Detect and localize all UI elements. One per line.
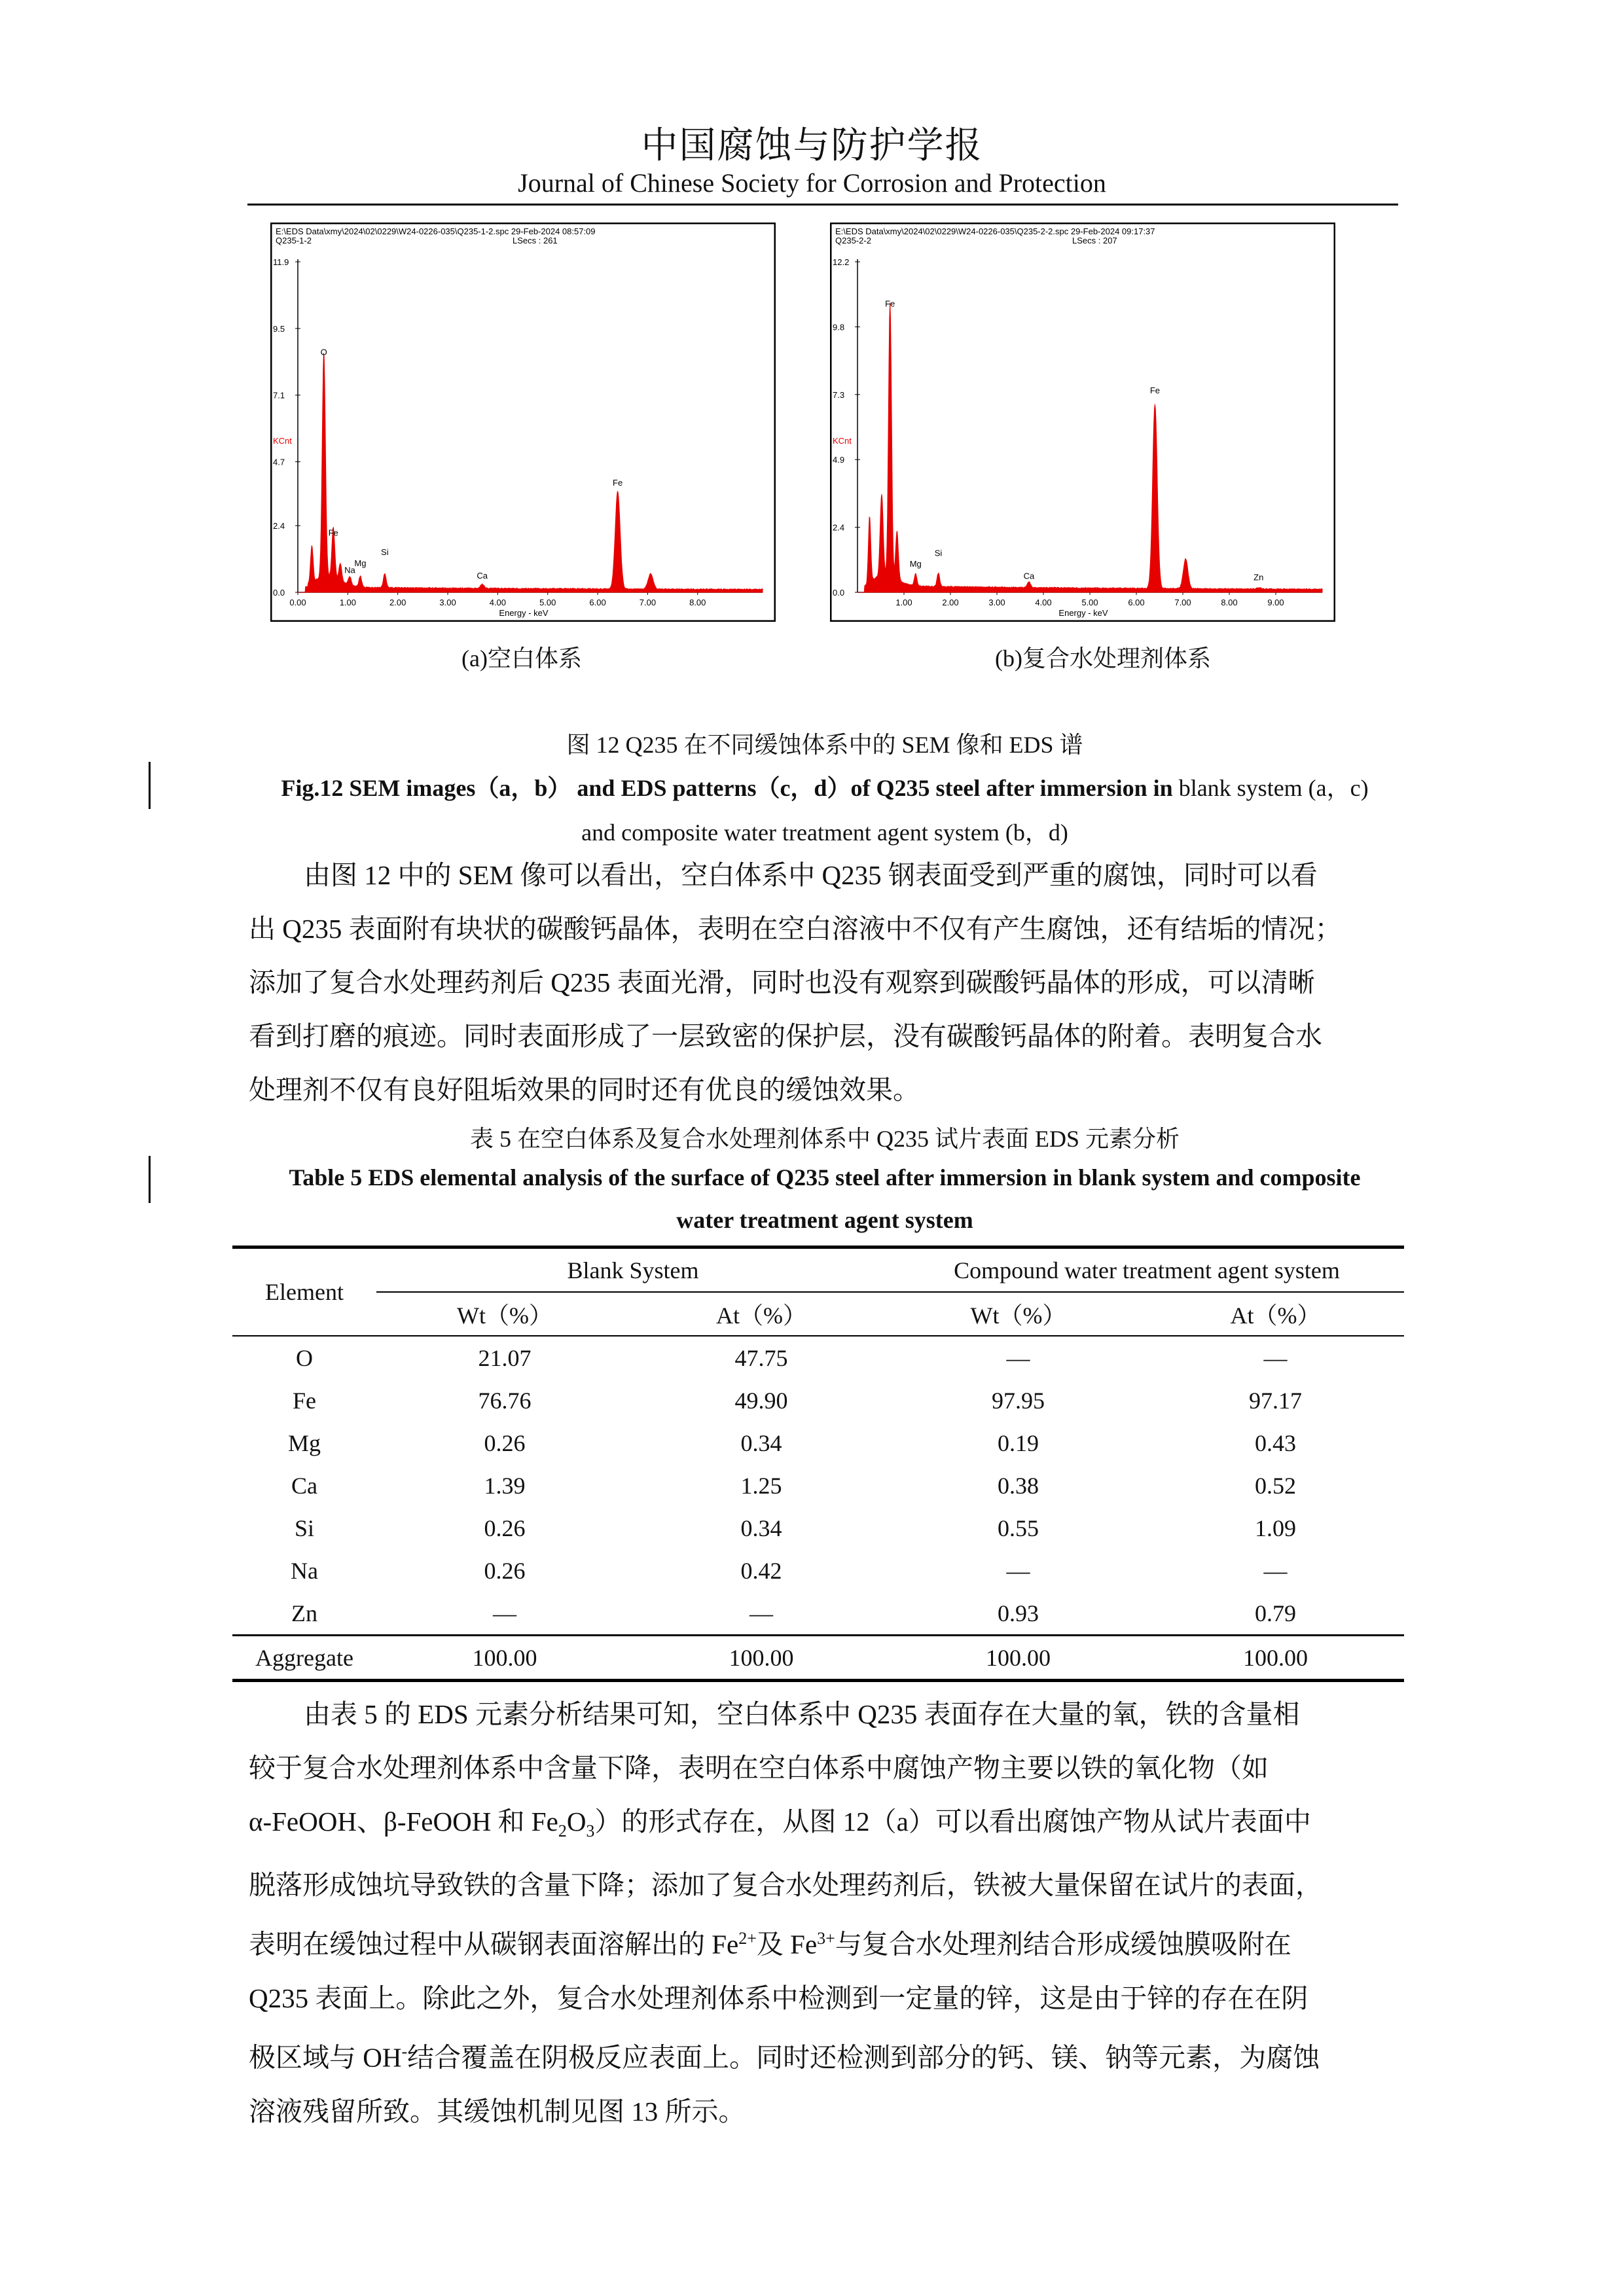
table-cell: 0.79 — [1255, 1600, 1296, 1626]
table-cell: — — [1006, 1557, 1030, 1584]
table-cell: 1.09 — [1255, 1515, 1296, 1541]
table-cell: — — [1263, 1557, 1288, 1584]
paragraph-line: 添加了复合水处理药剂后 Q235 表面光滑，同时也没有观察到碳酸钙晶体的形成，可以清晰 — [249, 967, 1315, 997]
paragraph-eds-analysis — [249, 1687, 1394, 2138]
panel-caption-a: (a)空白体系 — [461, 645, 582, 672]
table-cell: Fe — [293, 1387, 316, 1414]
header-blank-system: Blank System — [376, 1247, 890, 1293]
peak-label: Fe — [1149, 385, 1160, 395]
header-element: Element — [232, 1247, 376, 1336]
table-cell: 0.34 — [740, 1429, 782, 1456]
paragraph-line: α-FeOOH、β-FeOOH 和 $Fe_2O_3$）的形式存在，从图 12（a）可以看出腐蚀产物从试片表面中 — [249, 1806, 1311, 1841]
x-tick-label: 3.00 — [988, 598, 1005, 607]
y-axis-label: KCnt — [273, 435, 292, 446]
spectrum-lsecs: LSecs : 261 — [513, 236, 558, 245]
peak-label: Si — [934, 548, 943, 558]
y-tick-label: 4.7 — [273, 457, 285, 467]
x-tick-label: 4.00 — [1035, 598, 1052, 607]
table-cell: 21.07 — [478, 1344, 532, 1371]
paragraph-line: 脱落形成蚀坑导致铁的含量下降；添加了复合水处理药剂后，铁被大量保留在试片的表面， — [249, 1870, 1322, 1901]
paragraph-line: 看到打磨的痕迹。同时表面形成了一层致密的保护层，没有碳酸钙晶体的附着。表明复合水 — [249, 1021, 1322, 1051]
panel-caption-b: (b)复合水处理剂体系 — [995, 645, 1211, 672]
x-axis-label: Energy - keV — [1058, 608, 1108, 618]
eds-spectrum-chart-b — [830, 223, 1335, 622]
table-row — [232, 1507, 1404, 1549]
subheader-blank-at: At（%） — [633, 1292, 890, 1336]
paragraph-line: 由表 5 的 EDS 元素分析结果可知，空白体系中 Q235 表面存在大量的氧，铁的含量相 — [304, 1699, 1300, 1729]
table-cell: 0.43 — [1255, 1429, 1296, 1456]
eds-spectrum-chart-a — [270, 223, 776, 622]
y-tick-label: 0.0 — [833, 588, 845, 598]
paragraph-line: 由图 12 中的 SEM 像可以看出，空白体系中 Q235 钢表面受到严重的腐蚀，同时可以看 — [304, 860, 1318, 890]
y-tick-label: 2.4 — [273, 521, 285, 531]
peak-label: Na — [344, 565, 355, 575]
table-cell: — — [493, 1600, 516, 1626]
y-tick-label: 9.5 — [273, 323, 285, 334]
paragraph-line: 处理剂不仅有良好阻垢效果的同时还有优良的缓蚀效果。 — [249, 1075, 920, 1105]
peak-label: Mg — [354, 558, 367, 569]
peak-label: O — [320, 347, 327, 357]
revision-bar — [149, 1156, 151, 1203]
y-tick-label: 0.0 — [273, 588, 285, 598]
table-cell: 100.00 — [376, 1636, 633, 1681]
y-axis-label: KCnt — [833, 435, 852, 446]
table-cell: 100.00 — [890, 1636, 1147, 1681]
x-tick-label: 0.00 — [289, 598, 306, 607]
header-compound-system: Compound water treatment agent system — [890, 1247, 1404, 1293]
paragraph-line: 较于复合水处理剂体系中含量下降，表明在空白体系中腐蚀产物主要以铁的氧化物（如 — [249, 1753, 1269, 1783]
table-caption-en-line2: water treatment agent system — [676, 1207, 973, 1233]
table-cell: 0.38 — [998, 1472, 1039, 1499]
journal-title-en: Journal of Chinese Society for Corrosion and Protection — [518, 168, 1106, 198]
spectrum-sample-label: Q235-1-2 — [276, 236, 312, 245]
peak-label: Ca — [477, 571, 488, 581]
table-cell: 1.39 — [484, 1472, 526, 1499]
table-cell: Zn — [291, 1600, 317, 1626]
figure-caption-cn: 图 12 Q235 在不同缓蚀体系中的 SEM 像和 EDS 谱 — [566, 732, 1083, 758]
journal-title-cn: 中国腐蚀与防护学报 — [641, 126, 983, 166]
subheader-compound-at: At（%） — [1147, 1292, 1404, 1336]
table-row-aggregate — [232, 1636, 1404, 1681]
x-axis-label: Energy - keV — [499, 608, 549, 618]
y-tick-label: 9.8 — [833, 322, 845, 332]
y-tick-label: 2.4 — [833, 522, 845, 533]
table-cell: 49.90 — [734, 1387, 788, 1414]
y-tick-label: 4.9 — [833, 455, 845, 465]
x-tick-label: 5.00 — [539, 598, 556, 607]
table-cell: 0.26 — [484, 1515, 526, 1541]
figure-caption-en-normal: blank system (a，c) — [1172, 775, 1369, 801]
table-cell: Ca — [291, 1472, 317, 1499]
y-tick-label: 11.9 — [273, 257, 289, 267]
x-tick-label: 7.00 — [639, 598, 657, 607]
table-row — [232, 1464, 1404, 1507]
figure-caption-en-line2: and composite water treatment agent system (b，d) — [581, 819, 1068, 846]
x-tick-label: 4.00 — [489, 598, 507, 607]
x-tick-label: 6.00 — [1128, 598, 1145, 607]
y-tick-label: 12.2 — [833, 257, 850, 267]
revision-bar — [149, 762, 151, 809]
y-tick-label: 7.3 — [833, 389, 845, 400]
table-cell: 47.75 — [734, 1344, 788, 1371]
paragraph-line: 溶液残留所致。其缓蚀机制见图 13 所示。 — [249, 2096, 746, 2126]
x-tick-label: 1.00 — [339, 598, 357, 607]
table-cell: 97.95 — [992, 1387, 1045, 1414]
chart-frame — [271, 223, 775, 621]
peak-label: Fe — [328, 528, 338, 538]
peak-label: Fe — [613, 477, 623, 488]
y-tick-label: 7.1 — [273, 390, 285, 401]
x-tick-label: 8.00 — [1221, 598, 1238, 607]
peak-label: Ca — [1023, 571, 1035, 581]
table-cell: 0.52 — [1255, 1472, 1296, 1499]
x-tick-label: 6.00 — [589, 598, 606, 607]
table-row — [232, 1336, 1404, 1379]
table-caption-cn: 表 5 在空白体系及复合水处理剂体系中 Q235 试片表面 EDS 元素分析 — [469, 1126, 1180, 1152]
peak-label: Zn — [1254, 572, 1264, 583]
subheader-compound-wt: Wt（%） — [890, 1292, 1147, 1336]
table-row — [232, 1422, 1404, 1464]
x-tick-label: 9.00 — [1267, 598, 1284, 607]
table-cell: 100.00 — [633, 1636, 890, 1681]
table-cell: Si — [294, 1515, 315, 1541]
table-cell: 97.17 — [1249, 1387, 1302, 1414]
paragraph-line: 表明在缓蚀过程中从碳钢表面溶解出的 $Fe^{2+}$及 $Fe^{3+}$与复合水处理剂结合形成缓蚀膜吸附在 — [249, 1929, 1291, 1960]
table-cell: 100.00 — [1147, 1636, 1404, 1681]
paragraph-sem-analysis — [249, 848, 1394, 1117]
table-cell: 0.19 — [998, 1429, 1039, 1456]
table-cell: — — [749, 1600, 773, 1626]
table-cell: 0.55 — [998, 1515, 1039, 1541]
table-cell: — — [1006, 1344, 1030, 1371]
figure-caption-en — [196, 770, 1453, 803]
x-tick-label: 2.00 — [389, 598, 406, 607]
subheader-blank-wt: Wt（%） — [376, 1292, 633, 1336]
peak-label: Mg — [909, 558, 922, 569]
table-cell: Na — [291, 1557, 318, 1584]
table-cell: 1.25 — [740, 1472, 782, 1499]
x-tick-label: 2.00 — [942, 598, 959, 607]
eds-elemental-table — [232, 1246, 1404, 1682]
x-tick-label: 3.00 — [439, 598, 456, 607]
table-cell: Aggregate — [232, 1636, 376, 1681]
table-cell: — — [1263, 1344, 1288, 1371]
table-cell: 0.34 — [740, 1515, 782, 1541]
paragraph-line: 极区域与 OH-结合覆盖在阴极反应表面上。同时还检测到部分的钙、镁、钠等元素，为腐蚀 — [249, 2041, 1320, 2073]
spectrum-sample-label: Q235-2-2 — [835, 236, 871, 245]
peak-label: Si — [381, 547, 389, 558]
paragraph-line: Q235 表面上。除此之外，复合水处理剂体系中检测到一定量的锌，这是由于锌的存在在阴 — [249, 1982, 1308, 2013]
x-tick-label: 7.00 — [1174, 598, 1191, 607]
table-row — [232, 1379, 1404, 1422]
paragraph-line: 出 Q235 表面附有块状的碳酸钙晶体，表明在空白溶液中不仅有产生腐蚀，还有结垢的情况； — [249, 914, 1342, 944]
table-cell: 0.26 — [484, 1557, 526, 1584]
spectrum-lsecs: LSecs : 207 — [1072, 236, 1117, 245]
header-rule — [247, 204, 1398, 206]
table-row — [232, 1549, 1404, 1592]
table-cell: 0.26 — [484, 1429, 526, 1456]
x-tick-label: 5.00 — [1081, 598, 1098, 607]
spectrum-file-header: E:\EDS Data\xmy\2024\02\0229\W24-0226-035\Q235-1-2.spc 29-Feb-2024 08:57:09 — [276, 226, 596, 236]
table-cell: O — [296, 1344, 313, 1371]
table-caption-en-line1: Table 5 EDS elemental analysis of the surface of Q235 steel after immersion in blank system and composite — [289, 1164, 1361, 1191]
table-cell: Mg — [287, 1429, 321, 1456]
table-cell: 0.42 — [740, 1557, 782, 1584]
chart-frame — [831, 223, 1335, 621]
x-tick-label: 1.00 — [895, 598, 912, 607]
spectrum-file-header: E:\EDS Data\xmy\2024\02\0229\W24-0226-035\Q235-2-2.spc 29-Feb-2024 09:17:37 — [835, 226, 1155, 236]
figure-caption-en-bold: Fig.12 SEM images（a，b） and EDS patterns（c，d）of Q235 steel after immersion in — [281, 775, 1173, 801]
table-row — [232, 1592, 1404, 1636]
table-cell: 76.76 — [478, 1387, 532, 1414]
peak-label: Fe — [885, 298, 895, 309]
table-cell: 0.93 — [998, 1600, 1039, 1626]
x-tick-label: 8.00 — [689, 598, 706, 607]
